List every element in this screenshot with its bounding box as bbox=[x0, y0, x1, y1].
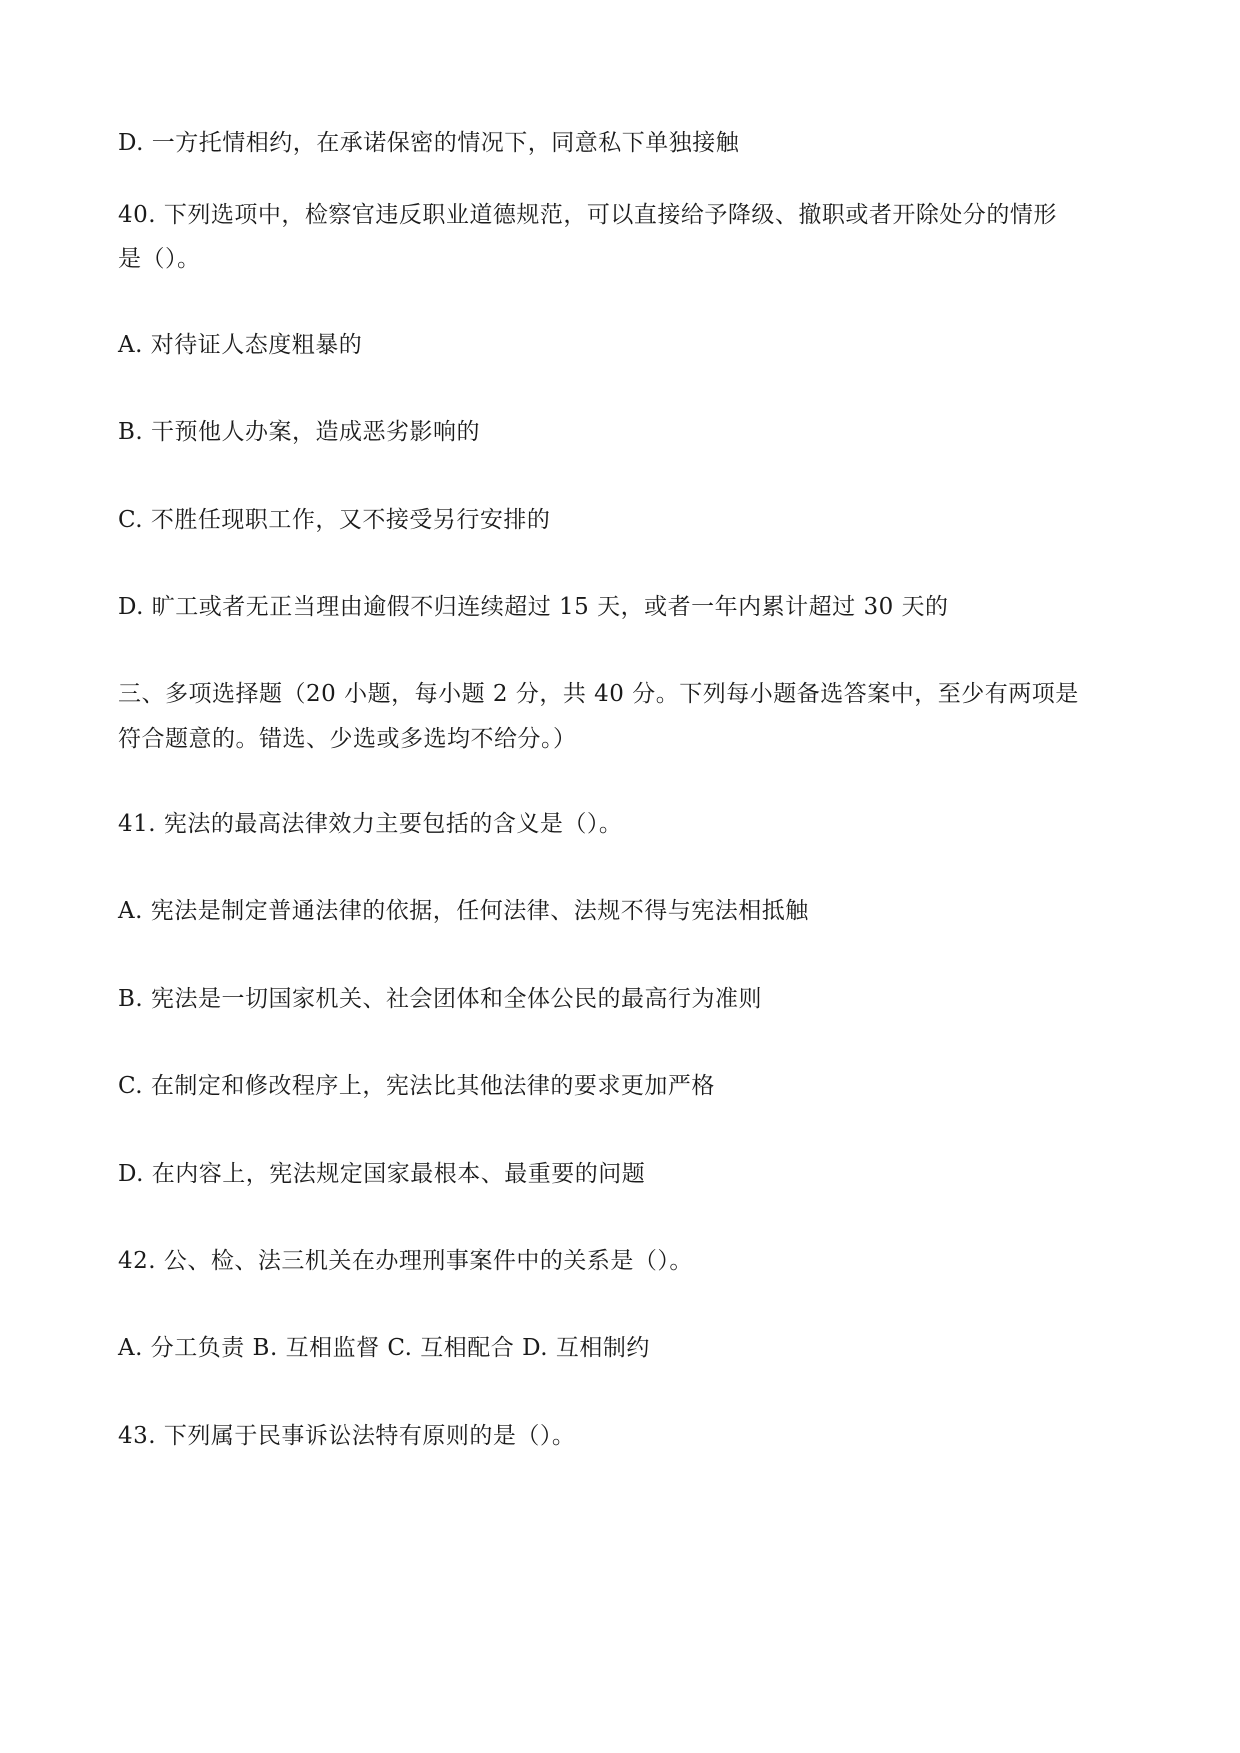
option-41-b: B. 宪法是一切国家机关、社会团体和全体公民的最高行为准则 bbox=[118, 986, 763, 1012]
option-40-d: D. 旷工或者无正当理由逾假不归连续超过 15 天，或者一年内累计超过 30 天的 bbox=[118, 594, 949, 620]
option-41-d: D. 在内容上，宪法规定国家最根本、最重要的问题 bbox=[118, 1161, 646, 1187]
question-42-stem: 42. 公、检、法三机关在办理刑事案件中的关系是（）。 bbox=[118, 1248, 693, 1274]
section-heading-line-1: 三、多项选择题（20 小题，每小题 2 分，共 40 分。下列每小题备选答案中，至少有两项是 bbox=[118, 681, 1079, 707]
option-39-d: D. 一方托情相约，在承诺保密的情况下，同意私下单独接触 bbox=[118, 130, 740, 156]
question-40-stem-line-1: 40. 下列选项中，检察官违反职业道德规范，可以直接给予降级、撤职或者开除处分的情形 bbox=[118, 202, 1057, 228]
option-40-b: B. 干预他人办案，造成恶劣影响的 bbox=[118, 419, 481, 445]
option-40-c: C. 不胜任现职工作，又不接受另行安排的 bbox=[118, 507, 551, 533]
question-40-stem-line-2: 是（）。 bbox=[118, 246, 201, 272]
option-41-a: A. 宪法是制定普通法律的依据，任何法律、法规不得与宪法相抵触 bbox=[118, 898, 809, 924]
section-heading-line-2: 符合题意的。错选、少选或多选均不给分。） bbox=[118, 726, 577, 752]
question-41-stem: 41. 宪法的最高法律效力主要包括的含义是（）。 bbox=[118, 811, 623, 837]
question-42-options: A. 分工负责 B. 互相监督 C. 互相配合 D. 互相制约 bbox=[118, 1335, 650, 1361]
option-41-c: C. 在制定和修改程序上，宪法比其他法律的要求更加严格 bbox=[118, 1073, 715, 1099]
question-43-stem: 43. 下列属于民事诉讼法特有原则的是（）。 bbox=[118, 1423, 576, 1449]
option-40-a: A. 对待证人态度粗暴的 bbox=[118, 332, 363, 358]
